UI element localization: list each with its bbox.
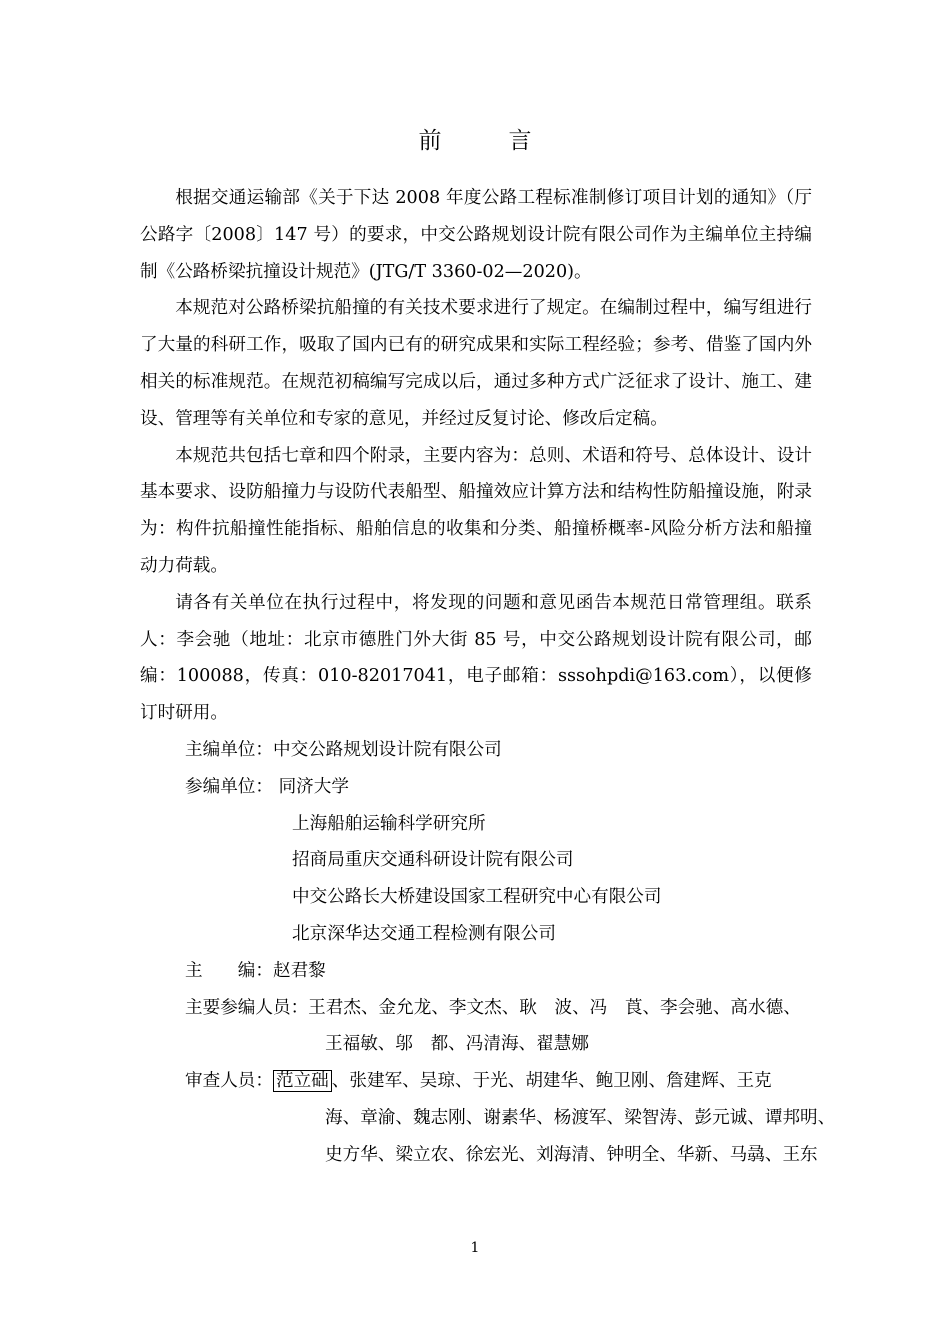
reviewers-line-2: 海、章渝、魏志刚、谢素华、杨渡军、梁智涛、彭元诚、谭邦明、 [325,1107,836,1128]
reviewer-highlighted-name: 范立础 [273,1070,332,1092]
main-participants-block [140,990,812,1064]
page-number: 1 [470,1240,480,1256]
chief-unit-row [140,732,812,769]
participating-unit-3: 招商局重庆交通科研设计院有限公司 [292,850,574,871]
participating-units-row [140,769,812,806]
paragraph-2: 本规范对公路桥梁抗船撞的有关技术要求进行了规定。在编制过程中，编写组进行了大量的科研工作，吸取了国内已有的研究成果和实际工程经验；参考、借鉴了国内外相关的标准规范。在规范初稿编写完成以后，通过多种方式广泛征求了设计、施工、建设、管理等有关单位和专家的意见，并经过反复讨论、修改后定稿。 [140,298,812,429]
chief-editor-label: 主 编： [185,960,273,981]
chief-editor-row [140,953,812,990]
chief-unit-label: 主编单位： [185,739,273,760]
page-title: 前 言 [418,128,554,154]
reviewers-label: 审查人员： [185,1071,273,1092]
reviewers-line-3: 史方华、梁立农、徐宏光、刘海清、钟明全、华新、马骉、王东 [325,1144,818,1165]
main-participants-label: 主要参编人员： [185,997,309,1018]
participating-unit-1: 同济大学 [278,776,349,797]
main-participants-line-2: 王福敏、邬 都、冯清海、翟慧娜 [325,1034,589,1055]
document-body [140,180,836,1174]
reviewers-block [140,1063,836,1173]
participating-unit-4: 中交公路长大桥建设国家工程研究中心有限公司 [292,887,662,908]
participating-unit-2: 上海船舶运输科学研究所 [292,813,486,834]
chief-unit-value: 中交公路规划设计院有限公司 [272,739,502,760]
main-participants-line-1: 王君杰、金允龙、李文杰、耿 波、冯 莨、李会驰、高水德、 [308,997,801,1018]
participating-units-list [140,806,812,953]
paragraph-3: 本规范共包括七章和四个附录，主要内容为：总则、术语和符号、总体设计、设计基本要求、设防船撞力与设防代表船型、船撞效应计算方法和结构性防船撞设施，附录为：构件抗船撞性能指标、船舶信息的收集和分类、船撞桥概率-风险分析方法和船撞动力荷载。 [140,445,812,576]
paragraph-4: 请各有关单位在执行过程中，将发现的问题和意见函告本规范日常管理组。联系人：李会驰（地址：北京市德胜门外大街 85 号，中交公路规划设计院有限公司，邮编：100088，传真：010-82017041，电子邮箱：sssohpdi@163.com），以便修订时研用。 [140,592,812,724]
chief-editor-value: 赵君黎 [272,960,326,981]
participating-unit-5: 北京深华达交通工程检测有限公司 [292,923,556,944]
reviewers-line-1: 、张建军、吴琼、于光、胡建华、鲍卫刚、詹建辉、王克 [331,1071,772,1092]
participating-units-label: 参编单位： [185,776,273,797]
paragraph-1: 根据交通运输部《关于下达 2008 年度公路工程标准制修订项目计划的通知》（厅公路字〔2008〕147 号）的要求，中交公路规划设计院有限公司作为主编单位主持编制《公路桥梁抗撞设计规范》(JTG/T 3360-02—2020)。 [140,188,812,282]
